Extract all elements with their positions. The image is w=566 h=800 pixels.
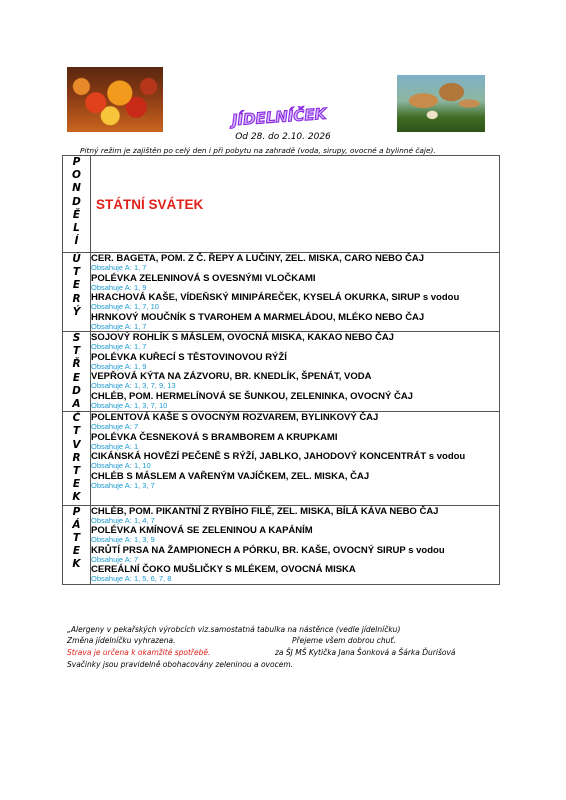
day-meals — [91, 412, 500, 505]
menu-title-text: JÍDELNÍČEK — [231, 104, 327, 130]
day-name — [63, 253, 91, 332]
allergen-info: Obsahuje A: 1, 5, 6, 7, 8 — [91, 574, 172, 584]
allergens-note: „Alergeny v pekařských výrobcích viz.samostatná tabulka na nástěnce (vedle jídelníčku) — [67, 625, 401, 634]
day-letter: S — [72, 332, 81, 344]
allergen-info: Obsahuje A: 7 — [91, 422, 139, 432]
date-range: Od 28. do 2.10. 2026 — [235, 132, 331, 142]
day-letter: Ě — [72, 208, 81, 221]
drinking-regime-note: Pitný režim je zajištěn po celý den i při pobytu na zahradě (voda, sirupy, ovocné a bylinné čaje). — [80, 146, 436, 155]
day-row — [63, 253, 500, 332]
day-meals — [91, 505, 500, 584]
day-letter: E — [72, 371, 81, 384]
day-letter: Á — [72, 518, 81, 531]
day-name — [63, 156, 91, 253]
menu-title — [229, 101, 329, 131]
allergen-info: Obsahuje A: 1, 3, 7, 9, 13 — [91, 381, 176, 390]
day-letter: Ú — [72, 253, 81, 265]
day-meals — [91, 253, 500, 332]
allergen-info: Obsahuje A: 1, 7, 10 — [91, 302, 159, 311]
day-meals — [91, 156, 500, 253]
day-letter: A — [72, 398, 81, 411]
day-row — [63, 505, 500, 584]
meal-item: POLÉVKA KUŘECÍ S TĚSTOVINOVOU RÝŽÍ — [91, 351, 287, 363]
meal-item: CHLÉB, POM. HERMELÍNOVÁ SE ŠUNKOU, ZELENINKA, OVOCNÝ ČAJ — [91, 390, 413, 402]
allergen-info: Obsahuje A: 1, 3, 9 — [91, 535, 155, 545]
day-letter: P — [72, 156, 81, 168]
day-letter: T — [72, 345, 81, 358]
allergen-info: Obsahuje A: 1 — [91, 441, 139, 451]
meal-item: KRŮTÍ PRSA NA ŽAMPIONECH A PÓRKU, BR. KAŠE, OVOCNÝ SIRUP s vodou — [91, 544, 445, 556]
allergen-info: Obsahuje A: 1, 7 — [91, 321, 147, 331]
day-row — [63, 156, 500, 253]
day-letter: R — [72, 292, 81, 305]
meal-item: CIKÁNSKÁ HOVĚZÍ PEČENĚ S RÝŽÍ, JABLKO, JAHODOVÝ KONCENTRÁT s vodou — [91, 451, 466, 463]
allergen-info: Obsahuje A: 1, 3, 7 — [91, 480, 155, 490]
menu-table — [62, 155, 500, 585]
day-meals — [91, 332, 500, 412]
day-row — [63, 412, 500, 505]
changes-note: Změna jídelníčku vyhrazena. — [67, 636, 176, 645]
holiday-label: STÁTNÍ SVÁTEK — [96, 197, 204, 212]
snacks-note: Svačinky jsou pravidelně obohacovány zeleninou a ovocem. — [67, 660, 294, 669]
allergen-info: Obsahuje A: 1, 7 — [91, 342, 147, 351]
allergen-info: Obsahuje A: 1, 9 — [91, 282, 147, 292]
day-name — [63, 332, 91, 412]
day-name — [63, 412, 91, 505]
meal-item: POLENTOVÁ KAŠE S OVOCNÝM ROZVAREM, BYLINKOVÝ ČAJ — [91, 412, 379, 424]
day-name — [63, 505, 91, 584]
wish-note: Přejeme všem dobrou chuť. — [292, 636, 396, 645]
day-letter: T — [72, 425, 81, 438]
meal-item: POLÉVKA ZELENINOVÁ S OVESNÝMI VLOČKAMI — [91, 272, 316, 284]
day-letter: Í — [74, 235, 79, 248]
day-letter: R — [72, 451, 81, 464]
allergen-info: Obsahuje A: 7 — [91, 554, 139, 564]
meal-item: HRNKOVÝ MOUČNÍK S TVAROHEM A MARMELÁDOU, MLÉKO NEBO ČAJ — [91, 311, 425, 323]
day-letter: E — [72, 279, 81, 292]
autumn-flowers-image — [67, 67, 163, 132]
meal-item: CER. BAGETA, POM. Z Č. ŘEPY A LUČINY, ZEL. MISKA, CARO NEBO ČAJ — [91, 253, 425, 264]
day-letter: E — [72, 478, 81, 491]
day-letter: Č — [72, 412, 81, 425]
day-letter: L — [73, 222, 80, 235]
day-row — [63, 332, 500, 412]
meal-item: VEPŘOVÁ KÝTA NA ZÁZVORU, BR. KNEDLÍK, ŠPENÁT, VODA — [91, 371, 372, 382]
meal-item: CHLÉB S MÁSLEM A VAŘENÝM VAJÍČKEM, ZEL. MISKA, ČAJ — [91, 470, 370, 482]
day-letter: K — [72, 491, 81, 504]
day-letter: D — [72, 195, 81, 208]
day-letter: E — [72, 545, 81, 558]
meal-item: POLÉVKA ČESNEKOVÁ S BRAMBOREM A KRUPKAMI — [91, 431, 338, 443]
day-letter: V — [72, 438, 81, 451]
meal-item: CEREÁLNÍ ČOKO MUŠLIČKY S MLÉKEM, OVOCNÁ MISKA — [91, 564, 356, 576]
day-letter: Ý — [72, 305, 81, 318]
allergen-info: Obsahuje A: 1, 3, 7, 10 — [91, 400, 168, 410]
day-letter: Ř — [72, 358, 81, 371]
day-letter: T — [72, 532, 81, 545]
day-letter: O — [72, 169, 81, 182]
day-letter: P — [72, 505, 81, 518]
consume-note: Strava je určena k okamžité spotřebě. — [67, 648, 211, 657]
mushrooms-image — [397, 75, 485, 132]
day-letter: T — [72, 465, 81, 478]
day-letter: D — [72, 384, 81, 397]
cooks-note: za ŠJ MŠ Kytička Jana Šonková a Šárka Ďurišová — [275, 648, 456, 657]
allergen-info: Obsahuje A: 1, 7 — [91, 263, 147, 272]
day-letter: K — [72, 558, 81, 571]
meal-item: HRACHOVÁ KAŠE, VÍDEŇSKÝ MINIPÁREČEK, KYSELÁ OKURKA, SIRUP s vodou — [91, 292, 460, 303]
day-letter: T — [72, 266, 81, 279]
meal-item: POLÉVKA KMÍNOVÁ SE ZELENINOU A KAPÁNÍM — [91, 525, 313, 537]
allergen-info: Obsahuje A: 1, 10 — [91, 461, 151, 471]
allergen-info: Obsahuje A: 1, 9 — [91, 361, 147, 371]
day-letter: N — [72, 182, 81, 195]
allergen-info: Obsahuje A: 1, 4, 7 — [91, 515, 155, 525]
meal-item: CHLÉB, POM. PIKANTNÍ Z RYBÍHO FILÉ, ZEL. MISKA, BÍLÁ KÁVA NEBO ČAJ — [91, 505, 439, 517]
meal-item: SOJOVÝ ROHLÍK S MÁSLEM, OVOCNÁ MISKA, KAKAO NEBO ČAJ — [91, 332, 394, 343]
